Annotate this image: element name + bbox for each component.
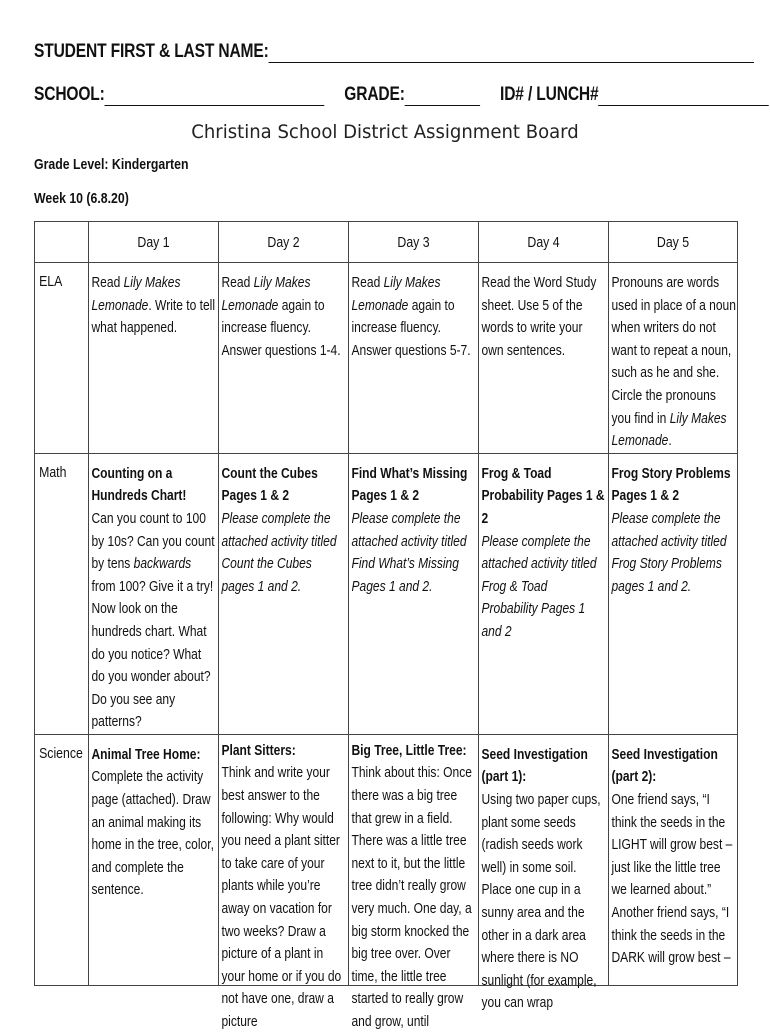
- science-day5-cell: Seed Investigation (part 2): One friend says, “I think the seeds in the LIGHT will grow best – just like the little tree we learned about.” Another friend says, “I think the seeds in the DARK will grow best –: [609, 734, 738, 985]
- column-header: Day 3: [349, 222, 479, 263]
- grade-level: Grade Level: Kindergarten: [34, 156, 189, 173]
- student-name-blank[interactable]: [269, 45, 754, 63]
- column-header: Day 4: [479, 222, 609, 263]
- row-label: ELA: [35, 263, 89, 454]
- math-day2-cell: Count the Cubes Pages 1 & 2 Please complete the attached activity titled Count the Cubes pages 1 and 2.: [219, 453, 349, 734]
- ela-day5-cell: Pronouns are words used in place of a noun when writers do not want to repeat a noun, such as he and she. Circle the pronouns you find in Lily Makes Lemonade.: [609, 263, 738, 454]
- ela-day3-cell: Read Lily Makes Lemonade again to increase fluency. Answer questions 5-7.: [349, 263, 479, 454]
- grade-blank[interactable]: [405, 88, 480, 106]
- science-day3-cell: Big Tree, Little Tree: Think about this: Once there was a big tree that grew in a field. There was a little tree next to it, but the little tree didn’t really grow very much. One day, a big storm knocked the big tree over. Over time, the little tree started to really grow and grow, until: [349, 734, 479, 985]
- math-day3-cell: Find What’s Missing Pages 1 & 2 Please complete the attached activity titled Find What’s Missing Pages 1 and 2.: [349, 453, 479, 734]
- row-label: Science: [35, 734, 89, 985]
- column-header: Day 2: [219, 222, 349, 263]
- student-name-label: STUDENT FIRST & LAST NAME:: [34, 41, 269, 62]
- school-blank[interactable]: [105, 88, 325, 106]
- week-label: Week 10 (6.8.20): [34, 190, 129, 207]
- science-day2-cell: Plant Sitters: Think and write your best answer to the following: Why would you need a plant sitter to take care of your plants while you’re away on vacation for two weeks? Draw a picture of a plant in your home or if you do not have one, draw a picture: [219, 734, 349, 985]
- page-title: Christina School District Assignment Board: [191, 121, 579, 143]
- math-day4-cell: Frog & Toad Probability Pages 1 & 2 Please complete the attached activity titled Frog & Toad Probability Pages 1 and 2: [479, 453, 609, 734]
- id-lunch-blank[interactable]: [598, 88, 769, 106]
- column-header: Day 5: [609, 222, 738, 263]
- math-row: [35, 453, 738, 734]
- assignment-board-table: [34, 221, 738, 1030]
- header-row: [35, 222, 738, 263]
- column-header: Day 1: [89, 222, 219, 263]
- math-day1-cell: Counting on a Hundreds Chart! Can you count to 100 by 10s? Can you count by tens backwards from 100? Give it a try! Now look on the hundreds chart. What do you notice? What do you wonder about? Do you see any patterns?: [89, 453, 219, 734]
- row-label: Math: [35, 453, 89, 734]
- science-row: [35, 734, 738, 985]
- ela-day2-cell: Read Lily Makes Lemonade again to increase fluency. Answer questions 1-4.: [219, 263, 349, 454]
- ela-day4-cell: Read the Word Study sheet. Use 5 of the words to write your own sentences.: [479, 263, 609, 454]
- school-grade-id-line: [34, 84, 769, 106]
- corner-cell: [35, 222, 89, 263]
- science-day1-cell: Animal Tree Home: Complete the activity page (attached). Draw an animal making its home in the tree, color, and complete the sentence.: [89, 734, 219, 985]
- science-day4-cell: Seed Investigation (part 1): Using two paper cups, plant some seeds (radish seeds work well) in some soil. Place one cup in a sunny area and the other in a dark area where there is NO sunlight (for example, you can wrap: [479, 734, 609, 985]
- ela-row: [35, 263, 738, 454]
- id-lunch-label: ID# / LUNCH#: [500, 84, 599, 105]
- school-label: SCHOOL:: [34, 84, 105, 105]
- math-day5-cell: Frog Story Problems Pages 1 & 2 Please complete the attached activity titled Frog Story Problems pages 1 and 2.: [609, 453, 738, 734]
- student-name-line: [34, 41, 754, 63]
- ela-day1-cell: Read Lily Makes Lemonade. Write to tell what happened.: [89, 263, 219, 454]
- grade-label: GRADE:: [344, 84, 405, 105]
